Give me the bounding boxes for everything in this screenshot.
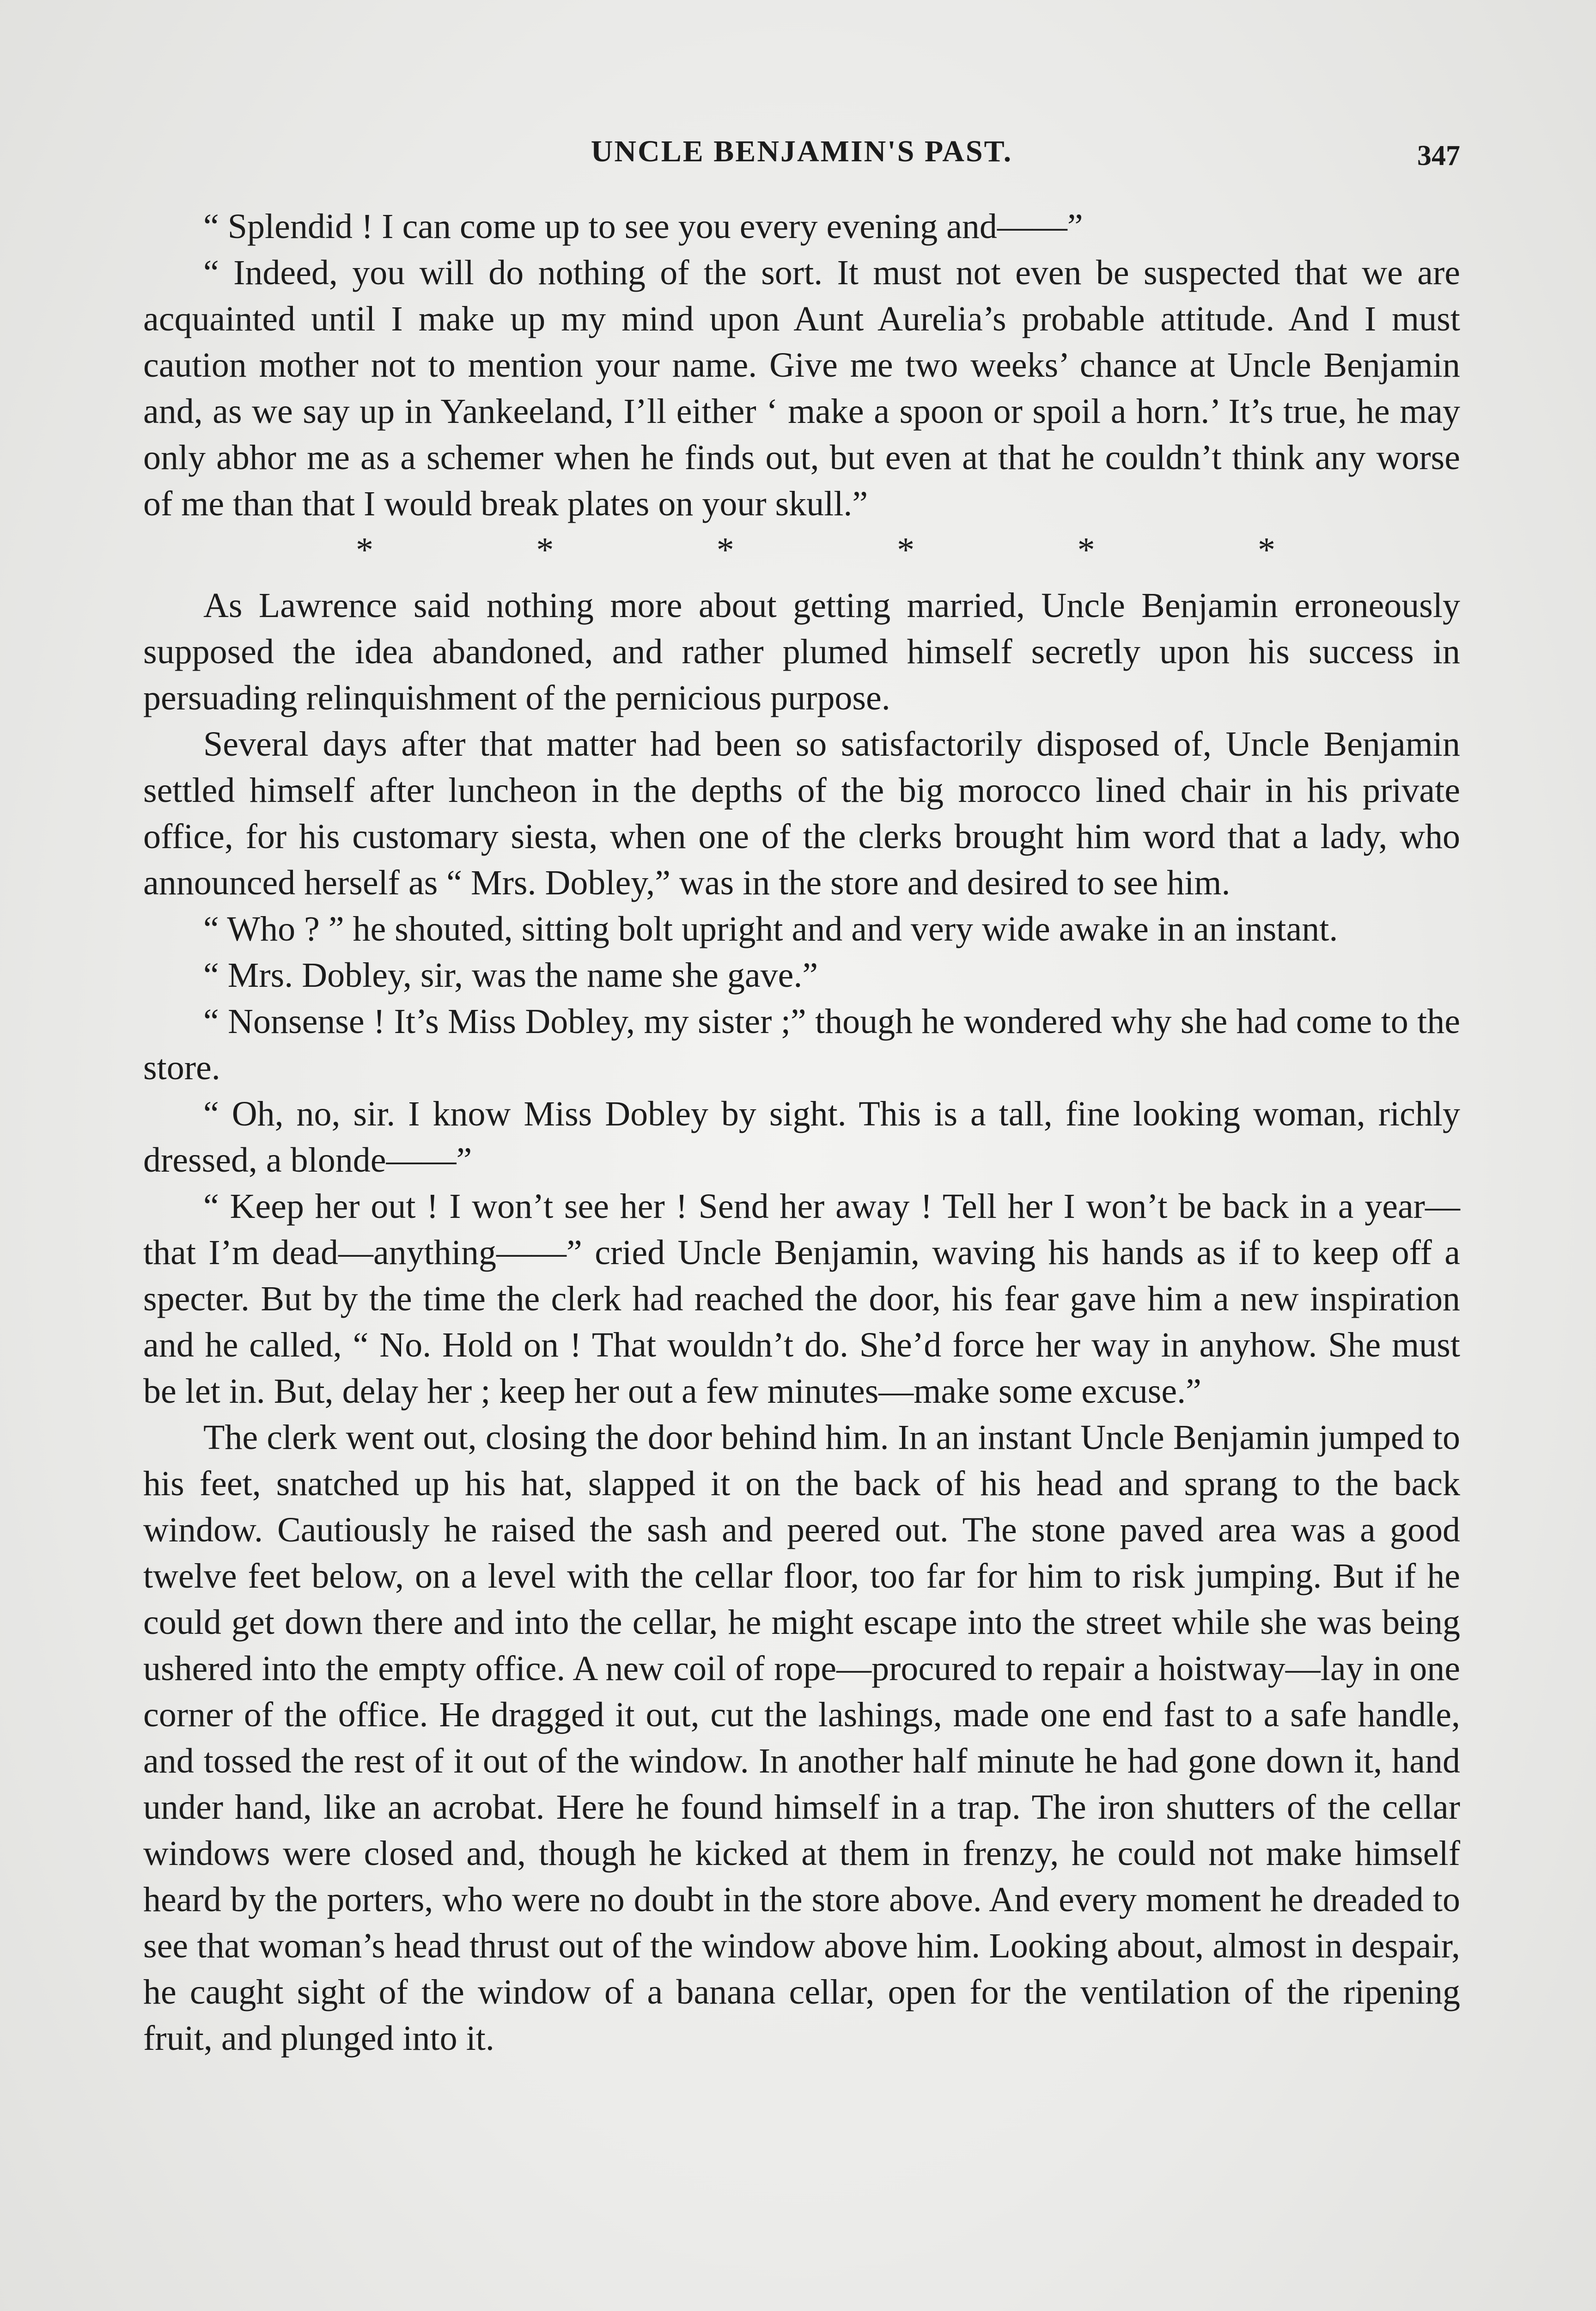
paragraph: “ Splendid ! I can come up to see you every evening and——” xyxy=(203,207,1083,246)
page-header xyxy=(143,134,1460,185)
paragraph: As Lawrence said nothing more about getting married, Uncle Benjamin erroneously supposed the idea abandoned, and rather plumed himself secretly upon his success in persuading relinquishment of the pernicious purpose. xyxy=(143,586,1460,717)
paragraph: The clerk went out, closing the door behind him. In an instant Uncle Benjamin jumped to his feet, snatched up his hat, slapped it on the back of his head and sprang to the back window. Cautiously he raised the sash and peered out. The stone paved area was a good twelve feet below, on a level with the cellar floor, too far for him to risk jumping. But if he could get down there and into the cellar, he might escape into the street while she was being ushered into the empty office. A new coil of rope—procured to repair a hoistway—lay in one corner of the office. He dragged it out, cut the lashings, made one end fast to a safe handle, and tossed the rest of it out of the window. In another half minute he had gone down it, hand under hand, like an acrobat. Here he found himself in a trap. The iron shutters of the cellar windows were closed and, though he kicked at them in frenzy, he could not make himself heard by the porters, who were no doubt in the store above. And every moment he dreaded to see that woman’s head thrust out of the window above him. Looking about, almost in despair, he caught sight of the window of a banana cellar, open for the ventilation of the ripening fruit, and plunged into it. xyxy=(143,1418,1460,2058)
paragraph: “ Nonsense ! It’s Miss Dobley, my sister ;” though he wondered why she had come to the store. xyxy=(143,1002,1460,1087)
page-number: 347 xyxy=(1417,140,1460,171)
separator-star: * xyxy=(1077,531,1095,569)
paragraph: “ Oh, no, sir. I know Miss Dobley by sight. This is a tall, fine looking woman, richly dressed, a blonde——” xyxy=(143,1094,1460,1180)
section-separator xyxy=(143,527,1460,573)
running-title: UNCLE BENJAMIN'S PAST. xyxy=(591,135,1013,168)
paragraph: “ Indeed, you will do nothing of the sort. It must not even be suspected that we are acquainted until I make up my mind upon Aunt Aurelia’s probable attitude. And I must caution mother not to mention your name. Give me two weeks’ chance at Uncle Benjamin and, as we say up in Yankeeland, I’ll either ‘ make a spoon or spoil a horn.’ It’s true, he may only abhor me as a schemer when he finds out, but even at that he couldn’t think any worse of me than that I would break plates on your skull.” xyxy=(143,253,1460,523)
separator-star: * xyxy=(897,531,915,569)
paragraph: “ Mrs. Dobley, sir, was the name she gave.” xyxy=(203,956,818,995)
separator-star: * xyxy=(716,531,734,569)
article-body xyxy=(143,203,1460,2061)
separator-star: * xyxy=(1257,531,1275,569)
separator-star: * xyxy=(356,531,373,569)
paragraph: “ Keep her out ! I won’t see her ! Send her away ! Tell her I won’t be back in a year—that I’m dead—anything——” cried Uncle Benjamin, waving his hands as if to keep off a specter. But by the time the clerk had reached the door, his fear gave him a new inspiration and he called, “ No. Hold on ! That wouldn’t do. She’d force her way in anyhow. She must be let in. But, delay her ; keep her out a few minutes—make some excuse.” xyxy=(143,1187,1460,1411)
paragraph: Several days after that matter had been so satisfactorily disposed of, Uncle Benjamin settled himself after luncheon in the depths of the big morocco lined chair in his private office, for his customary siesta, when one of the clerks brought him word that a lady, who announced herself as “ Mrs. Dobley,” was in the store and desired to see him. xyxy=(143,725,1460,902)
paragraph: “ Who ? ” he shouted, sitting bolt upright and and very wide awake in an instant. xyxy=(203,910,1338,948)
separator-star: * xyxy=(536,531,554,569)
